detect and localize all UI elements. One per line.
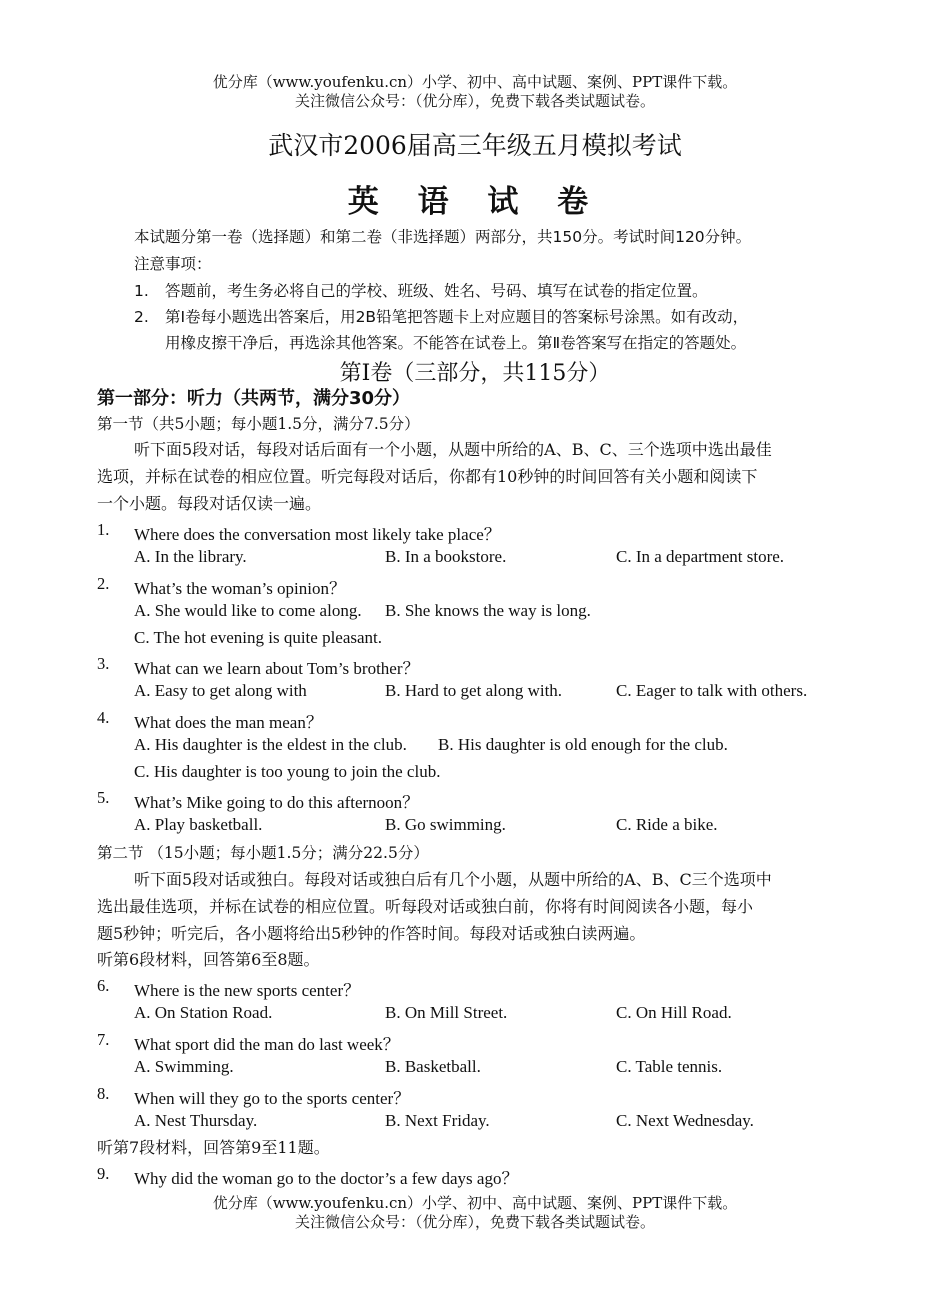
volume-heading: 第Ⅰ卷（三部分，共115分） (339, 361, 611, 386)
section-2-instructions-2: 选出最佳选项，并标在试卷的相应位置。听每段对话或独白前，你将有时间阅读各小题，每小 (97, 897, 754, 916)
notice-2-number: 2. (134, 308, 149, 326)
question-9: Why did the woman go to the doctor’s a few days ago？ (134, 1169, 519, 1188)
section-2-heading: 第二节 （15小题；每小题1.5分；满分22.5分） (97, 844, 429, 862)
q7-option-b: B. Basketball. (385, 1057, 481, 1076)
q3-option-c: C. Eager to talk with others. (616, 681, 808, 700)
section-1-heading: 第一节（共5小题；每小题1.5分，满分7.5分） (97, 415, 420, 433)
q5-option-b: B. Go swimming. (385, 815, 506, 834)
question-4: What does the man mean？ (134, 713, 323, 732)
q4-option-c: C. His daughter is too young to join the club. (134, 762, 441, 781)
question-6: Where is the new sports center？ (134, 981, 361, 1000)
question-number: 5. (97, 788, 110, 807)
q6-option-a: A. On Station Road. (134, 1003, 273, 1022)
question-7: What sport did the man do last week？ (134, 1035, 400, 1054)
section-1-instructions-3: 一个小题。每段对话仅读一遍。 (97, 494, 322, 513)
question-2: What’s the woman’s opinion？ (134, 579, 347, 598)
question-number: 7. (97, 1030, 110, 1049)
q1-option-c: C. In a department store. (616, 547, 785, 566)
section-2-instructions-1: 听下面5段对话或独白。每段对话或独白后有几个小题，从题中所给的A、B、C三个选项中 (134, 870, 772, 889)
question-8: When will they go to the sports center？ (134, 1089, 411, 1108)
exam-subtitle: 英 语 试 卷 (347, 184, 603, 220)
intro-line: 本试题分第一卷（选择题）和第二卷（非选择题）两部分，共150分。考试时间120分钟。 (134, 228, 752, 246)
q4-option-a: A. His daughter is the eldest in the club. (134, 735, 407, 754)
question-number: 2. (97, 574, 110, 593)
q3-option-a: A. Easy to get along with (134, 681, 307, 700)
q2-option-c: C. The hot evening is quite pleasant. (134, 628, 383, 647)
q7-option-c: C. Table tennis. (616, 1057, 723, 1076)
question-5: What’s Mike going to do this afternoon？ (134, 793, 420, 812)
q3-option-b: B. Hard to get along with. (385, 681, 563, 700)
question-number: 3. (97, 654, 110, 673)
footer-line-1: 优分库（www.youfenku.cn）小学、初中、高中试题、案例、PPT课件下载。 (212, 1194, 738, 1212)
notice-1-number: 1. (134, 282, 149, 300)
part-1-heading: 第一部分：听力（共两节，满分30分） (97, 388, 411, 409)
notice-2-line-1: 第Ⅰ卷每小题选出答案后，用2B铅笔把答题卡上对应题目的答案标号涂黑。如有改动， (165, 308, 749, 326)
q1-option-a: A. In the library. (134, 547, 247, 566)
exam-title: 武汉市2006届高三年级五月模拟考试 (268, 131, 682, 160)
header-line-1: 优分库（www.youfenku.cn）小学、初中、高中试题、案例、PPT课件下载。 (212, 73, 738, 91)
question-number: 9. (97, 1164, 110, 1183)
material-7-heading: 听第7段材料，回答第9至11题。 (97, 1138, 330, 1157)
notice-1: 答题前，考生务必将自己的学校、班级、姓名、号码、填写在试卷的指定位置。 (165, 282, 708, 300)
notice-2-line-2: 用橡皮擦干净后，再选涂其他答案。不能答在试卷上。第Ⅱ卷答案写在指定的答题处。 (165, 334, 747, 352)
question-1: Where does the conversation most likely take place？ (134, 525, 501, 544)
q5-option-a: A. Play basketball. (134, 815, 263, 834)
question-number: 8. (97, 1084, 110, 1103)
material-6-heading: 听第6段材料，回答第6至8题。 (97, 950, 320, 969)
q8-option-a: A. Nest Thursday. (134, 1111, 258, 1130)
question-number: 4. (97, 708, 110, 727)
section-1-instructions-2: 选项，并标在试卷的相应位置。听完每段对话后，你都有10秒钟的时间回答有关小题和阅读下 (97, 467, 758, 486)
q5-option-c: C. Ride a bike. (616, 815, 718, 834)
q2-option-b: B. She knows the way is long. (385, 601, 591, 620)
header-line-2: 关注微信公众号：（优分库），免费下载各类试题试卷。 (294, 92, 655, 110)
notice-heading: 注意事项： (134, 255, 212, 273)
q1-option-b: B. In a bookstore. (385, 547, 507, 566)
footer-line-2: 关注微信公众号：（优分库），免费下载各类试题试卷。 (294, 1213, 655, 1231)
q6-option-b: B. On Mill Street. (385, 1003, 508, 1022)
q8-option-b: B. Next Friday. (385, 1111, 490, 1130)
question-3: What can we learn about Tom’s brother？ (134, 659, 420, 678)
question-number: 1. (97, 520, 110, 539)
section-2-instructions-3: 题5秒钟；听完后，各小题将给出5秒钟的作答时间。每段对话或独白读两遍。 (97, 924, 646, 943)
section-1-instructions-1: 听下面5段对话，每段对话后面有一个小题，从题中所给的A、B、C、三个选项中选出最佳 (134, 440, 772, 459)
q6-option-c: C. On Hill Road. (616, 1003, 732, 1022)
q8-option-c: C. Next Wednesday. (616, 1111, 754, 1130)
q2-option-a: A. She would like to come along. (134, 601, 362, 620)
q7-option-a: A. Swimming. (134, 1057, 234, 1076)
question-number: 6. (97, 976, 110, 995)
q4-option-b: B. His daughter is old enough for the club. (438, 735, 728, 754)
